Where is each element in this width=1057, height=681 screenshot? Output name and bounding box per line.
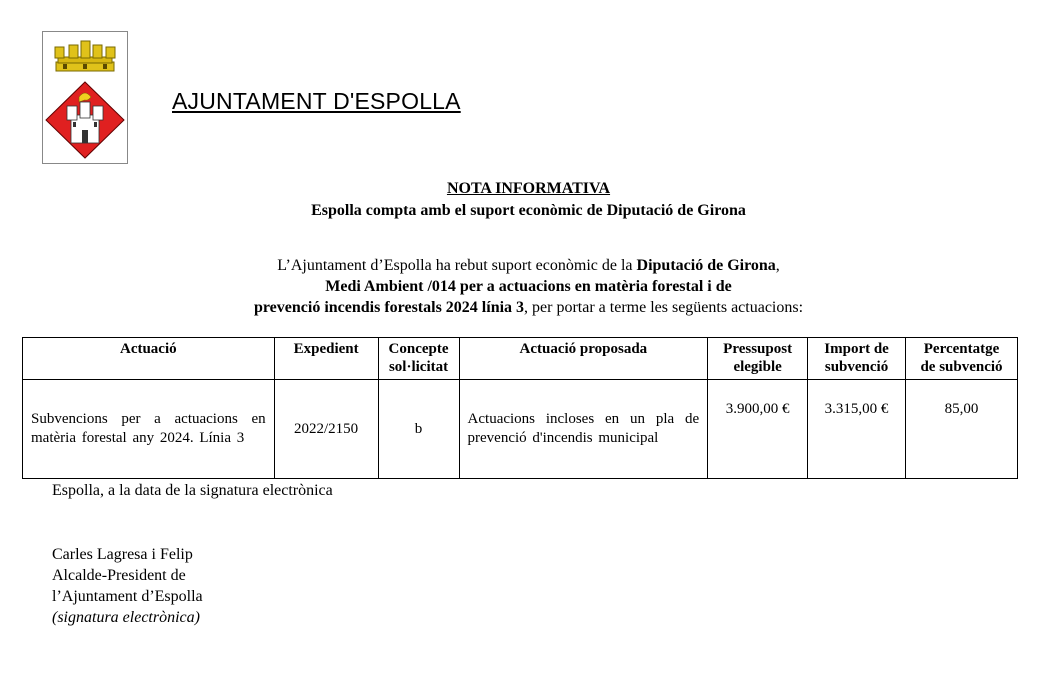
cell-proposada: Actuacions incloses en un pla de prevenció d'incendis municipal: [459, 380, 708, 479]
crown-icon: [55, 41, 115, 71]
coat-of-arms: [42, 31, 128, 164]
signer-name: Carles Lagresa i Felip: [52, 546, 193, 563]
header-percentatge: Percentatge de subvenció: [906, 338, 1018, 380]
header-proposada: Actuació proposada: [459, 338, 708, 380]
header-concepte: Concepte sol·licitat: [378, 338, 459, 380]
header-pressupost: Pressupost elegible: [708, 338, 808, 380]
org-title: AJUNTAMENT D'ESPOLLA: [172, 88, 461, 114]
intro-line-3: [0, 297, 1057, 318]
header-actuacio: Actuació: [23, 338, 275, 380]
intro-text: , per portar a terme les següents actuacions:: [524, 299, 804, 316]
intro-bold: Medi Ambient /014 per a actuacions en matèria forestal i de: [325, 278, 732, 295]
cell-concepte: b: [378, 380, 459, 479]
cell-import: 3.315,00 €: [808, 380, 906, 479]
place-date: Espolla, a la data de la signatura electrònica: [52, 482, 333, 499]
signer-role: Alcalde-President de: [52, 567, 186, 584]
intro-bold: prevenció incendis forestals 2024 línia 3: [253, 299, 525, 316]
table-row: [23, 380, 1018, 479]
actions-table: [22, 337, 1018, 479]
table-header-row: [23, 338, 1018, 380]
intro-text: L’Ajuntament d’Espolla ha rebut suport econòmic de la: [277, 257, 637, 274]
intro-text: ,: [775, 257, 780, 274]
intro-line-2: [0, 276, 1057, 297]
header-expedient: Expedient: [274, 338, 378, 380]
cell-actuacio: Subvencions per a actuacions en matèria forestal any 2024. Línia 3: [23, 380, 275, 479]
signature-note: (signatura electrònica): [52, 609, 200, 626]
header-import: Import de subvenció: [808, 338, 906, 380]
coat-of-arms-icon: [43, 32, 127, 163]
cell-expedient: 2022/2150: [274, 380, 378, 479]
note-title: NOTA INFORMATIVA: [446, 180, 611, 197]
cell-pressupost: 3.900,00 €: [708, 380, 808, 479]
intro-paragraph: [0, 255, 1057, 318]
intro-line-1: [0, 255, 1057, 276]
signer-role: l’Ajuntament d’Espolla: [52, 588, 203, 605]
cell-percentatge: 85,00: [906, 380, 1018, 479]
intro-bold: Diputació de Girona: [636, 257, 776, 274]
signature-block: [52, 544, 203, 628]
note-subtitle: Espolla compta amb el suport econòmic de Diputació de Girona: [311, 202, 746, 219]
shield-icon: [46, 82, 124, 158]
